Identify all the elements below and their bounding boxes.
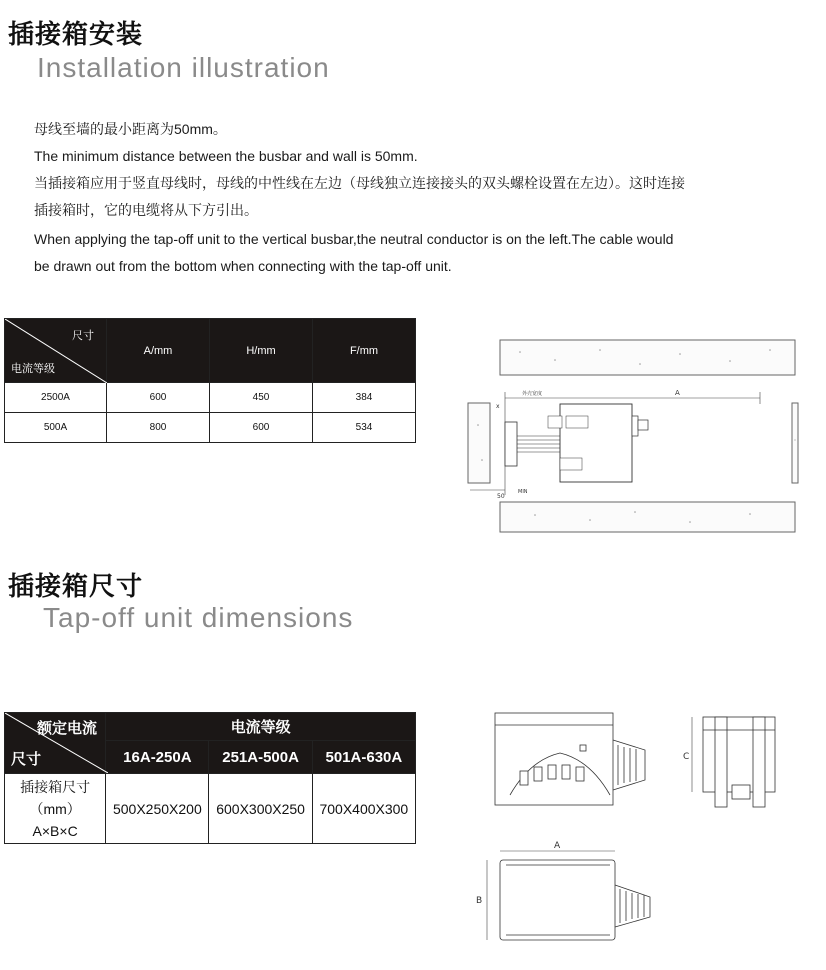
row-label-line: A×B×C xyxy=(32,822,78,839)
row-a: 600 xyxy=(107,383,210,413)
row-h: 450 xyxy=(209,383,312,413)
section2-title-cn: 插接箱尺寸 xyxy=(8,572,144,602)
dim-value-2: 600X300X250 xyxy=(209,774,312,844)
header-range-3: 501A-630A xyxy=(312,741,415,774)
installation-dimension-table xyxy=(4,318,416,443)
dim-label-width: 外壳宽度 xyxy=(522,391,543,397)
table-corner-cell xyxy=(5,713,106,774)
table-row xyxy=(5,383,416,413)
paragraph-1: 母线至墙的最小距离为50mm。 xyxy=(34,121,227,137)
paragraph-4: 插接箱时，它的电缆将从下方引出。 xyxy=(34,202,258,218)
side-view xyxy=(703,717,775,807)
row-current: 2500A xyxy=(5,383,107,413)
corner-label-rated-current: 额定电流 xyxy=(37,720,98,737)
row-label xyxy=(5,774,106,844)
wall-top xyxy=(500,340,795,375)
wall-left xyxy=(468,403,490,483)
dim-label-b: B xyxy=(476,896,483,906)
row-f: 534 xyxy=(312,413,415,443)
table-row xyxy=(5,774,416,844)
header-range-1: 16A-250A xyxy=(106,741,209,774)
dim-label-x: x xyxy=(496,403,500,410)
dim-label-50: 50 xyxy=(497,493,505,500)
installation-diagram xyxy=(460,330,800,540)
front-view xyxy=(495,713,645,805)
header-f: F/mm xyxy=(312,319,415,383)
wall-bottom xyxy=(500,502,795,532)
section1-title-cn: 插接箱安装 xyxy=(8,20,144,50)
header-range-2: 251A-500A xyxy=(209,741,312,774)
table-corner-cell xyxy=(5,319,107,383)
corner-label-current: 电流等级 xyxy=(11,363,55,375)
paragraph-2: The minimum distance between the busbar and wall is 50mm. xyxy=(34,148,418,164)
busbar xyxy=(505,422,517,466)
dim-label-a: A xyxy=(554,841,561,851)
row-f: 384 xyxy=(312,383,415,413)
section1-title-en: Installation illustration xyxy=(37,52,330,83)
dim-label-c: C xyxy=(683,752,690,762)
tap-off-unit xyxy=(560,404,632,482)
header-h: H/mm xyxy=(209,319,312,383)
paragraph-3: 当插接箱应用于竖直母线时，母线的中性线在左边（母线独立连接接头的双头螺栓设置在左边）。这时连接 xyxy=(34,175,685,191)
table-row xyxy=(5,413,416,443)
header-a: A/mm xyxy=(107,319,210,383)
corner-label-size: 尺寸 xyxy=(72,330,94,342)
paragraph-6: be drawn out from the bottom when connecting with the tap-off unit. xyxy=(34,258,452,274)
corner-label-size: 尺寸 xyxy=(11,751,42,768)
row-a: 800 xyxy=(107,413,210,443)
dim-value-1: 500X250X200 xyxy=(106,774,209,844)
top-view xyxy=(500,860,650,940)
row-h: 600 xyxy=(209,413,312,443)
wall-right xyxy=(792,403,798,483)
dimension-drawings xyxy=(470,705,790,950)
row-label-line: 插接箱尺寸 xyxy=(20,778,91,795)
section2-title-en: Tap-off unit dimensions xyxy=(43,602,354,633)
row-label-line: （mm） xyxy=(29,800,81,817)
dim-label-min: MIN xyxy=(518,489,528,495)
dimension-table xyxy=(4,712,416,844)
row-current: 500A xyxy=(5,413,107,443)
paragraph-5: When applying the tap-off unit to the vertical busbar,the neutral conductor is on the left.The cable would xyxy=(34,231,674,247)
group-header: 电流等级 xyxy=(106,713,416,741)
dim-label-a: A xyxy=(675,389,680,397)
dim-value-3: 700X400X300 xyxy=(312,774,415,844)
